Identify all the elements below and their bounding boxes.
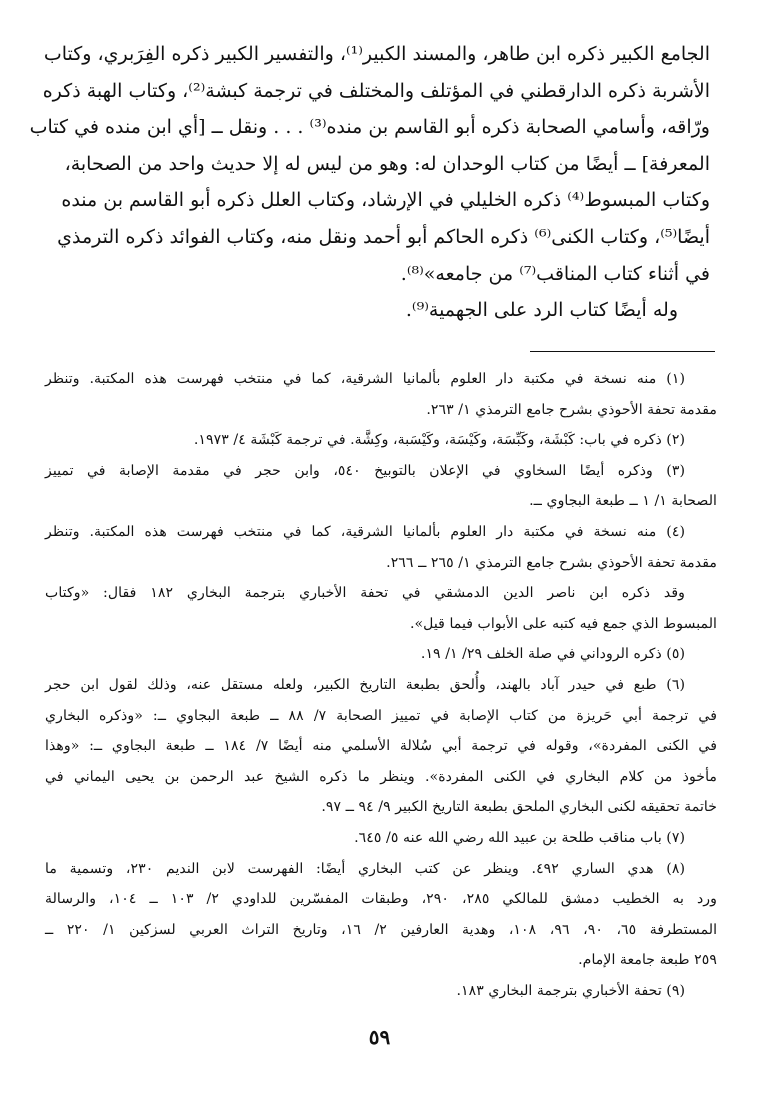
main-text-line: ورّاقه، وأسامي الصحابة ذكره أبو القاسم بن منده⁽³⁾ . . . ونقل ــ [أي ابن منده في كتاب [29,116,710,139]
footnote-line: ورد به الخطيب دمشق للمالكي ٢٨٥، ٢٩٠، وطبقات المفسّرين للداودي ٢/ ١٠٣ ــ ١٠٤، والرسالة [45,891,717,908]
footnote-line: مقدمة تحفة الأحوذي بشرح جامع الترمذي ١/ ٢٦٥ ــ ٢٦٦. [386,554,717,571]
footnote-line: المبسوط الذي جمع فيه كتبه على الأبواب فيما قيل». [409,615,717,632]
main-text-line: الأشربة ذكره الدارقطني في المؤتلف والمختلف في ترجمة كبشة⁽²⁾، وكتاب الهبة ذكره [42,79,710,102]
footnote-line: (٦) طبع في حيدر آباد بالهند، وأُلحق بطبعة التاريخ الكبير، ولعله مستقل عنه، وذلك لقول ابن حجر [45,676,685,693]
footnote-line: ٢٥٩ طبعة جامعة الإمام. [578,952,717,969]
footnote-line: الصحابة ١/ ١ ــ طبعة البجاوي ــ. [529,493,717,510]
footnote-line: وقد ذكره ابن ناصر الدين الدمشقي في تحفة الأخباري بترجمة البخاري ١٨٢ فقال: «وكتاب [45,585,685,602]
main-text-line: الجامع الكبير ذكره ابن طاهر، والمسند الكبير⁽¹⁾، والتفسير الكبير ذكره الفِرَبري، وكتاب [43,43,710,65]
footnote-line: المستطرفة ٦٥، ٩٠، ٩٦، ١٠٨، وهدية العارفين ٢/ ١٦، وتاريخ التراث العربي لسزكين ١/ ٢٢٠ ــ [45,921,718,938]
footnote-line: (٩) تحفة الأخباري بترجمة البخاري ١٨٣. [456,982,685,999]
footnote-line: (٣) وذكره أيضًا السخاوي في الإعلان بالتوبيخ ٥٤٠، وابن حجر في مقدمة الإصابة في تمييز [45,462,686,479]
footnote-line: (٤) منه نسخة في مكتبة دار العلوم بألمانيا الشرقية، كما في منتخب فهرست هذه المكتبة. وتنظر [45,523,685,540]
main-text-line: وكتاب المبسوط⁽⁴⁾ ذكره الخليلي في الإرشاد، وكتاب العلل ذكره أبو القاسم بن منده [61,189,710,212]
footnote-line: (٥) ذكره الروداني في صلة الخلف ٢٩/ ١/ ١٩. [420,646,685,663]
footnotes-block [45,364,717,1006]
footnote-line: (٨) هدي الساري ٤٩٢. وينظر عن كتب البخاري أيضًا: الفهرست لابن النديم ٢٣٠، وتسمية ما [45,860,685,877]
footnote-line: مقدمة تحفة الأحوذي بشرح جامع الترمذي ١/ ٢٦٣. [426,401,717,418]
footnote-line: في الكنى المفردة»، وقوله في ترجمة أبي سُلالة الأسلمي منه أيضًا ٧/ ١٨٤ ــ طبعة البجاوي ــ: «وهذا [45,738,717,755]
footnote-line: مأخوذ من كلام البخاري في الكنى المفردة». وينظر ما ذكره الشيخ عبد الرحمن بن يحيى اليماني في [45,768,717,785]
footnote-line: في ترجمة أبي حَريزة من كتاب الإصابة في تمييز الصحابة ٧/ ٨٨ ــ طبعة البجاوي ــ: «وذكره البخاري [45,707,717,724]
main-text-block [29,36,710,329]
main-text-line: وله أيضًا كتاب الرد على الجهمية⁽⁹⁾. [405,299,678,322]
main-text-line: في أثناء كتاب المناقب⁽⁷⁾ من جامعه»⁽⁸⁾. [400,262,710,285]
main-text-line: أيضًا⁽⁵⁾، وكتاب الكنى⁽⁶⁾ ذكره الحاكم أبو أحمد ونقل منه، وكتاب الفوائد ذكره الترمذي [57,225,710,248]
page-number: ٥٩ [368,1025,391,1049]
footnote-line: خاتمة تحقيقه لكنى البخاري الملحق بطبعة التاريخ الكبير ٩/ ٩٤ ــ ٩٧. [321,799,717,816]
footnote-line: (١) منه نسخة في مكتبة دار العلوم بألمانيا الشرقية، كما في منتخب فهرست هذه المكتبة. وتنظر [45,371,685,387]
footnote-separator [530,351,715,352]
footnote-line: (٢) ذكره في باب: كَبْشَة، وكَبِّسَة، وكَيْسَة، وكَيْسَبة، وكِشَّة. في ترجمة كَبْشَة ٤/ ١٩٧٣. [193,432,685,449]
main-text-line: المعرفة] ــ أيضًا من كتاب الوحدان له: وهو من ليس له إلا حديث واحد من الصحابة، [64,152,710,175]
footnote-line: (٧) باب مناقب طلحة بن عبيد الله رضي الله عنه ٥/ ٦٤٥. [354,829,685,846]
